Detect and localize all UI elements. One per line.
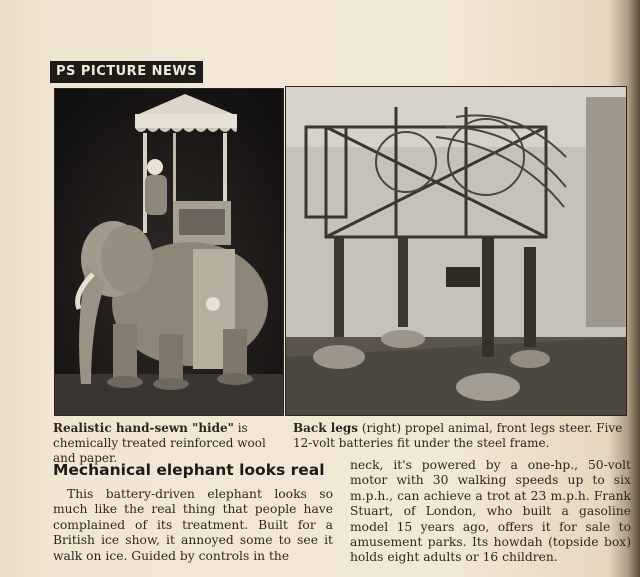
left-caption-lead: Realistic hand-sewn "hide" <box>53 421 234 435</box>
left-photo-caption <box>53 421 283 466</box>
section-banner: PS PICTURE NEWS <box>50 61 203 83</box>
article-headline: Mechanical elephant looks real <box>53 461 325 479</box>
left-caption-text: is chemically treated reinforced wool and paper. <box>53 421 266 465</box>
article-column-2: neck, it's powered by a one-hp., 50-volt motor with 30 walking speeds up to six m.p.h., can achieve a trot at 23 m.p.h. Frank Stuart, of London, who built a gasoline model 15 years ago, offers it for sale to amusement parks. Its howdah (topside box) holds eight adults or 16 children. <box>350 458 631 565</box>
mechanism-photo <box>285 86 627 416</box>
elephant-illustration <box>55 89 283 415</box>
elephant-photo <box>54 88 284 416</box>
right-photo-caption <box>293 421 633 451</box>
right-caption-text: (right) propel animal, front legs steer. Five 12-volt batteries fit under the steel frame. <box>293 421 623 450</box>
article-column-1: This battery-driven elephant looks so much like the real thing that people have complained of its treatment. Built for a British ice show, it annoyed some to see it walk on ice. Guided by controls in the <box>53 487 333 563</box>
right-caption-lead: Back legs <box>293 421 359 435</box>
mechanism-illustration <box>286 87 626 415</box>
